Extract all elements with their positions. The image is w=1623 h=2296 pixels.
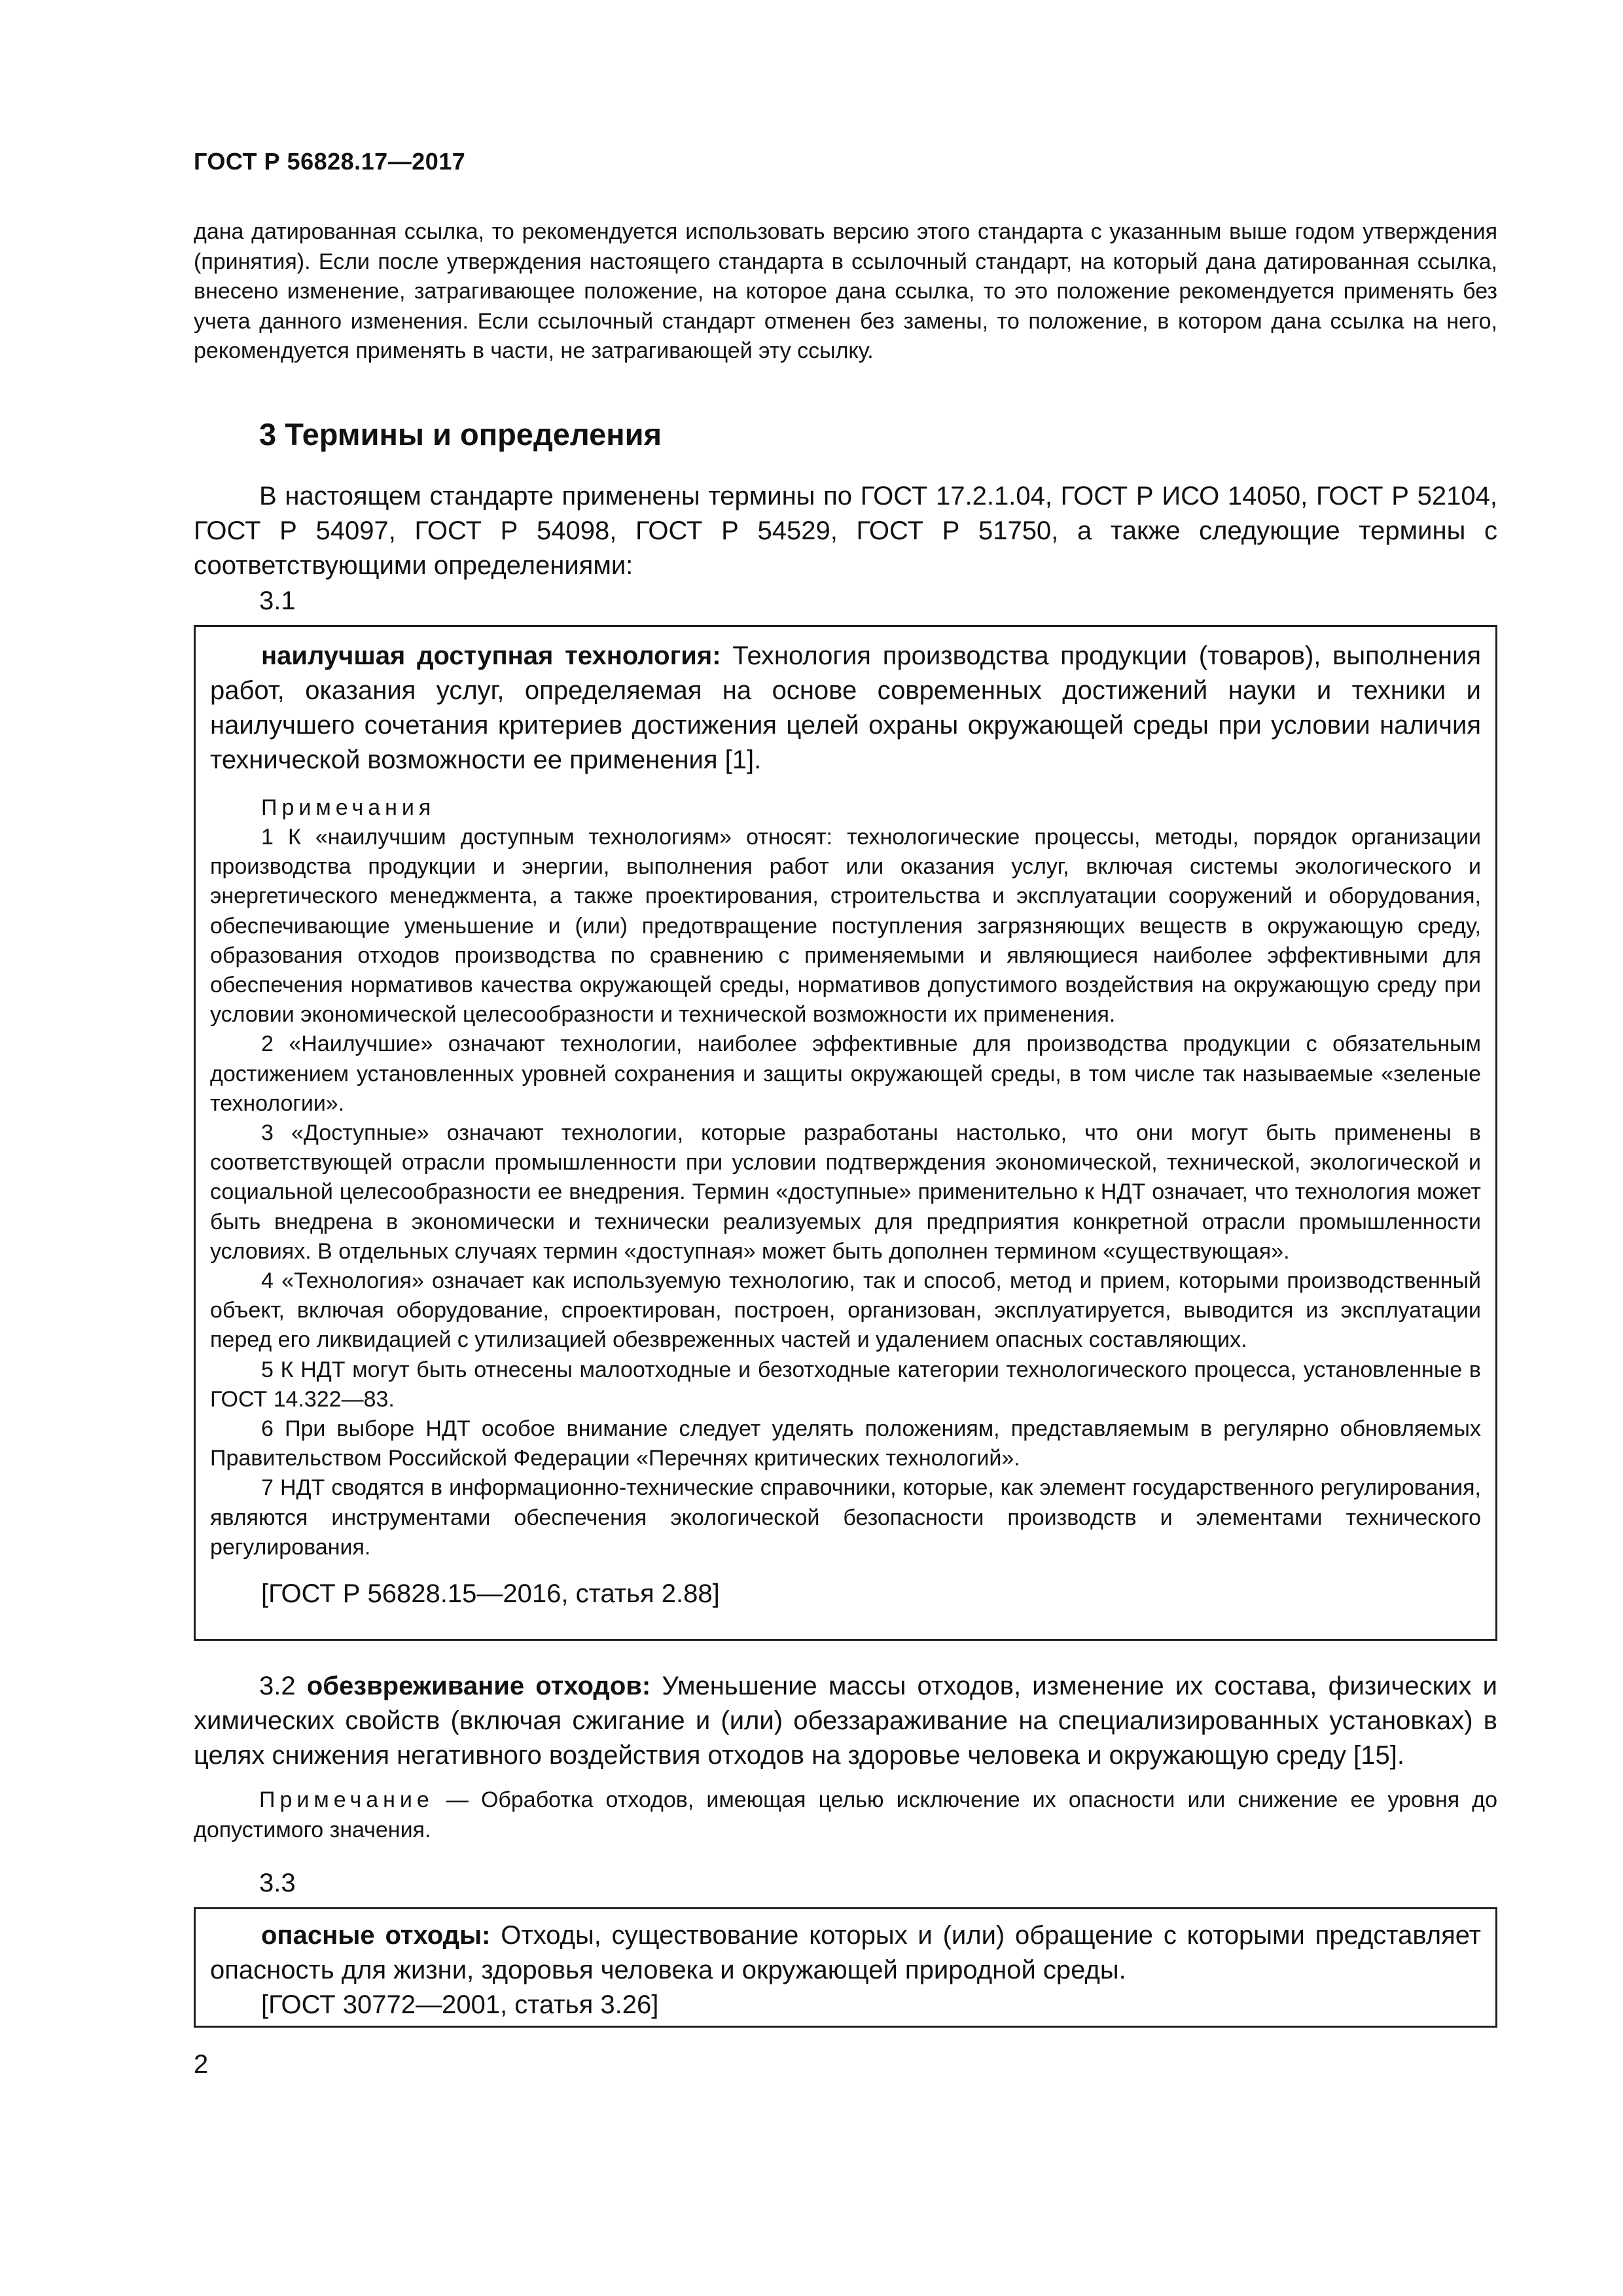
note-3-2	[194, 1785, 1497, 1845]
section-intro: В настоящем стандарте применены термины по ГОСТ 17.2.1.04, ГОСТ Р ИСО 14050, ГОСТ Р 52104, ГОСТ Р 54097, ГОСТ Р 54098, ГОСТ Р 54529, ГОСТ Р 51750, а также следующие термины с соответствующими определениями:	[194, 482, 1497, 580]
document-header: ГОСТ Р 56828.17—2017	[194, 148, 466, 175]
term-box-3-1	[194, 625, 1497, 1641]
term-definition-text-3-3: Отходы, существование которых и (или) обращение с которыми представляет опасность для жизни, здоровья человека и окружающей природной среды.	[210, 1921, 1481, 1984]
term-source-3-3: [ГОСТ 30772—2001, статья 3.26]	[261, 1990, 659, 2019]
intro-paragraph: дана датированная ссылка, то рекомендуется использовать версию этого стандарта с указанным выше годом утверждения (принятия). Если после утверждения настоящего стандарта в ссылочный стандарт, на который дана датированная ссылка, внесено изменение, затрагивающее положение, на которое дана ссылка, то это положение рекомендуется применять без учета данного изменения. Если ссылочный стандарт отменен без замены, то положение, в котором дана ссылка на него, рекомендуется применять в части, не затрагивающей эту ссылку.	[194, 219, 1497, 363]
term-name-3-2: обезвреживание отходов:	[306, 1672, 651, 1700]
note-item: 7 НДТ сводятся в информационно-технические справочники, которые, как элемент государственного регулирования, являются инструментами обеспечения экологической безопасности производств и элементами технического регулирования.	[210, 1475, 1481, 1560]
term-definition-text-3-2: Уменьшение массы отходов, изменение их состава, физических и химических свойств (включая сжигание и (или) обеззараживание на специализированных установках) в целях снижения негативного воздействия отходов на здоровье человека и окружающую среду [15].	[194, 1672, 1497, 1770]
term-box-3-3	[194, 1907, 1497, 2028]
note-text-3-2: — Обработка отходов, имеющая целью исключение их опасности или снижение ее уровня до допустимого значения.	[194, 1787, 1497, 1842]
term-definition-text-3-1: Технология производства продукции (товаров), выполнения работ, оказания услуг, определяемая на основе современных достижений науки и техники и наилучшего сочетания критериев достижения целей охраны окружающей среды при условии наличия технической возможности ее применения [1].	[210, 641, 1481, 774]
note-label-3-2: Примечание	[259, 1787, 434, 1812]
term-number-3-3: 3.3	[259, 1869, 296, 1897]
notes-title: Примечания	[261, 795, 436, 820]
section-title: 3 Термины и определения	[259, 417, 662, 452]
term-number-3-1: 3.1	[259, 586, 296, 615]
note-item: 5 К НДТ могут быть отнесены малоотходные и безотходные категории технологического процесса, установленные в ГОСТ 14.322—83.	[210, 1357, 1481, 1412]
term-name-3-3: опасные отходы:	[261, 1921, 491, 1950]
note-item: 2 «Наилучшие» означают технологии, наиболее эффективные для производства продукции с обязательным достижением установленных уровней сохранения и защиты окружающей среды, в том числе так называемые «зеленые технологии».	[210, 1031, 1481, 1116]
note-item: 1 К «наилучшим доступным технологиям» относят: технологические процессы, методы, порядок организации производства продукции и энергии, выполнения работ или оказания услуг, включая системы экологического и энергетического менеджмента, а также проектирования, строительства и эксплуатации сооружений и оборудования, обеспечивающие уменьшение и (или) предотвращение поступления загрязняющих веществ в окружающую среду, образования отходов производства по сравнению с применяемыми и являющиеся наиболее эффективными для обеспечения нормативов качества окружающей среды, нормативов допустимого воздействия на окружающую среду при условии экономической целесообразности и технической возможности их применения.	[210, 825, 1481, 1028]
term-paragraph-3-2	[194, 1669, 1497, 1773]
note-item: 4 «Технология» означает как используемую технологию, так и способ, метод и прием, которыми производственный объект, включая оборудование, спроектирован, построен, организован, эксплуатируется, выводится из эксплуатации перед его ликвидацией с утилизацией обезвреженных частей и удалением опасных составляющих.	[210, 1268, 1481, 1353]
term-name-3-1: наилучшая доступная технология:	[261, 641, 721, 670]
term-definition-3-3	[210, 1918, 1481, 1988]
page-number: 2	[194, 2050, 209, 2079]
term-number-3-2: 3.2	[259, 1672, 296, 1700]
note-item: 3 «Доступные» означают технологии, которые разработаны настолько, что они могут быть применены в соответствующей отрасли промышленности при условии подтверждения экономической, технической, экологической и социальной целесообразности ее внедрения. Термин «доступные» применительно к НДТ означает, что технология может быть внедрена в экономически и технически реализуемых для предприятия конкретной отрасли промышленности условиях. В отдельных случаях термин «доступная» может быть дополнен термином «существующая».	[210, 1121, 1481, 1264]
note-item: 6 При выборе НДТ особое внимание следует уделять положениям, представляемым в регулярно обновляемых Правительством Российской Федерации «Перечнях критических технологий».	[210, 1416, 1481, 1471]
term-definition-3-1	[210, 639, 1481, 778]
term-source-3-1: [ГОСТ Р 56828.15—2016, статья 2.88]	[261, 1579, 720, 1609]
